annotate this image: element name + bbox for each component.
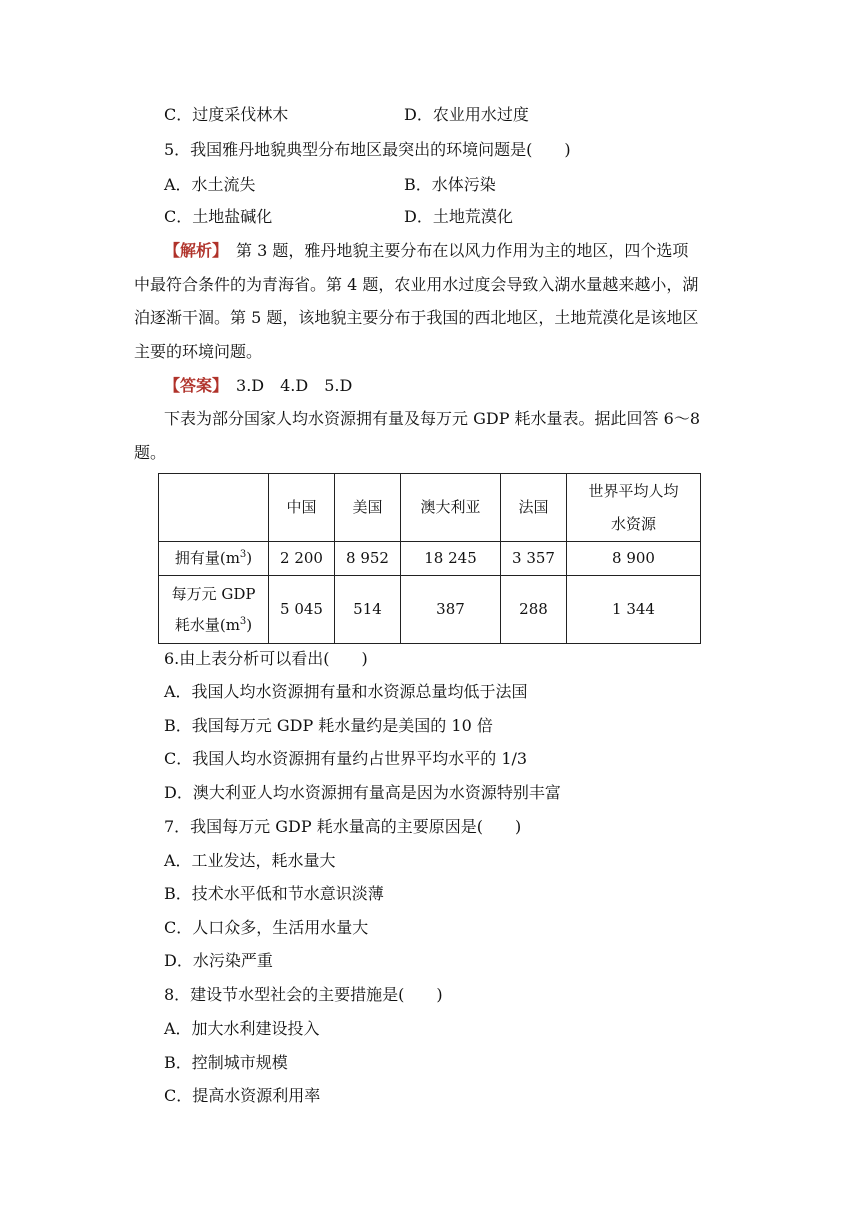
analysis-tag: 【解析】 — [164, 241, 221, 260]
q6-stem: 6.由上表分析可以看出( ) — [164, 649, 368, 668]
table-header-world-line1: 世界平均人均 — [588, 481, 679, 500]
table-cell: 18 245 — [401, 542, 501, 576]
q6-option-c: C．我国人均水资源拥有量约占世界平均水平的 1/3 — [164, 749, 528, 768]
q5-option-a: A．水土流失 — [164, 175, 256, 194]
table-header-world-line2: 水资源 — [610, 514, 656, 533]
table-header-australia: 澳大利亚 — [401, 474, 501, 542]
q6-option-b: B．我国每万元 GDP 耗水量约是美国的 10 倍 — [164, 716, 493, 735]
analysis-line-3: 泊逐渐干涸。第 5 题，该地貌主要分布于我国的西北地区，土地荒漠化是该地区 — [134, 308, 699, 327]
q7-option-c: C．人口众多，生活用水量大 — [164, 918, 369, 937]
table-corner-cell — [159, 474, 269, 542]
q4-option-d: D．农业用水过度 — [404, 105, 529, 124]
table-header-usa: 美国 — [335, 474, 401, 542]
q5-stem: 5．我国雅丹地貌典型分布地区最突出的环境问题是( ) — [164, 140, 571, 159]
q7-stem: 7．我国每万元 GDP 耗水量高的主要原因是( ) — [164, 817, 522, 836]
q7-option-d: D．水污染严重 — [164, 951, 273, 970]
answer-tag: 【答案】 — [164, 376, 221, 395]
table-row-label-ownership: 拥有量$(m^3)$ — [159, 542, 269, 576]
table-header-world-average — [567, 474, 701, 542]
table-cell: 8 900 — [567, 542, 701, 576]
q6-option-a: A．我国人均水资源拥有量和水资源总量均低于法国 — [164, 682, 528, 701]
table-row — [159, 542, 701, 576]
q7-option-a: A．工业发达，耗水量大 — [164, 851, 336, 870]
q8-option-a: A．加大水利建设投入 — [164, 1019, 320, 1038]
analysis-line-2: 中最符合条件的为青海省。第 4 题，农业用水过度会导致入湖水量越来越小，湖 — [134, 275, 699, 294]
q8-stem: 8．建设节水型社会的主要措施是( ) — [164, 985, 443, 1004]
table-cell: 387 — [401, 576, 501, 644]
intro-line-1: 下表为部分国家人均水资源拥有量及每万元 GDP 耗水量表。据此回答 6～8 — [164, 409, 700, 428]
table-cell: 514 — [335, 576, 401, 644]
table-cell: 8 952 — [335, 542, 401, 576]
answer-line — [164, 375, 352, 397]
table-cell: 2 200 — [269, 542, 335, 576]
analysis-text-1: 第 3 题，雅丹地貌主要分布在以风力作用为主的地区，四个选项 — [220, 241, 689, 260]
q8-option-b: B．控制城市规模 — [164, 1053, 288, 1072]
q7-option-b: B．技术水平低和节水意识淡薄 — [164, 884, 384, 903]
intro-line-2: 题。 — [134, 443, 167, 462]
q5-option-b: B．水体污染 — [404, 175, 496, 194]
answer-text: 3.D 4.D 5.D — [220, 376, 353, 395]
q8-option-c: C．提高水资源利用率 — [164, 1086, 321, 1105]
water-resources-table — [158, 473, 701, 644]
table-header-row — [159, 474, 701, 542]
table-cell: 3 357 — [501, 542, 567, 576]
table-cell: 5 045 — [269, 576, 335, 644]
q6-option-d: D．澳大利亚人均水资源拥有量高是因为水资源特别丰富 — [164, 783, 561, 802]
q5-option-c: C．土地盐碱化 — [164, 207, 273, 226]
table-row-label-consumption: 每万元 GDP 耗水量$(m^3)$ — [159, 576, 269, 644]
table-cell: 1 344 — [567, 576, 701, 644]
table-row — [159, 576, 701, 644]
table-cell: 288 — [501, 576, 567, 644]
q4-option-c: C．过度采伐林木 — [164, 105, 289, 124]
analysis-line-1 — [164, 240, 688, 262]
analysis-line-4: 主要的环境问题。 — [134, 342, 263, 361]
table-header-france: 法国 — [501, 474, 567, 542]
table-header-china: 中国 — [269, 474, 335, 542]
q5-option-d: D．土地荒漠化 — [404, 207, 513, 226]
